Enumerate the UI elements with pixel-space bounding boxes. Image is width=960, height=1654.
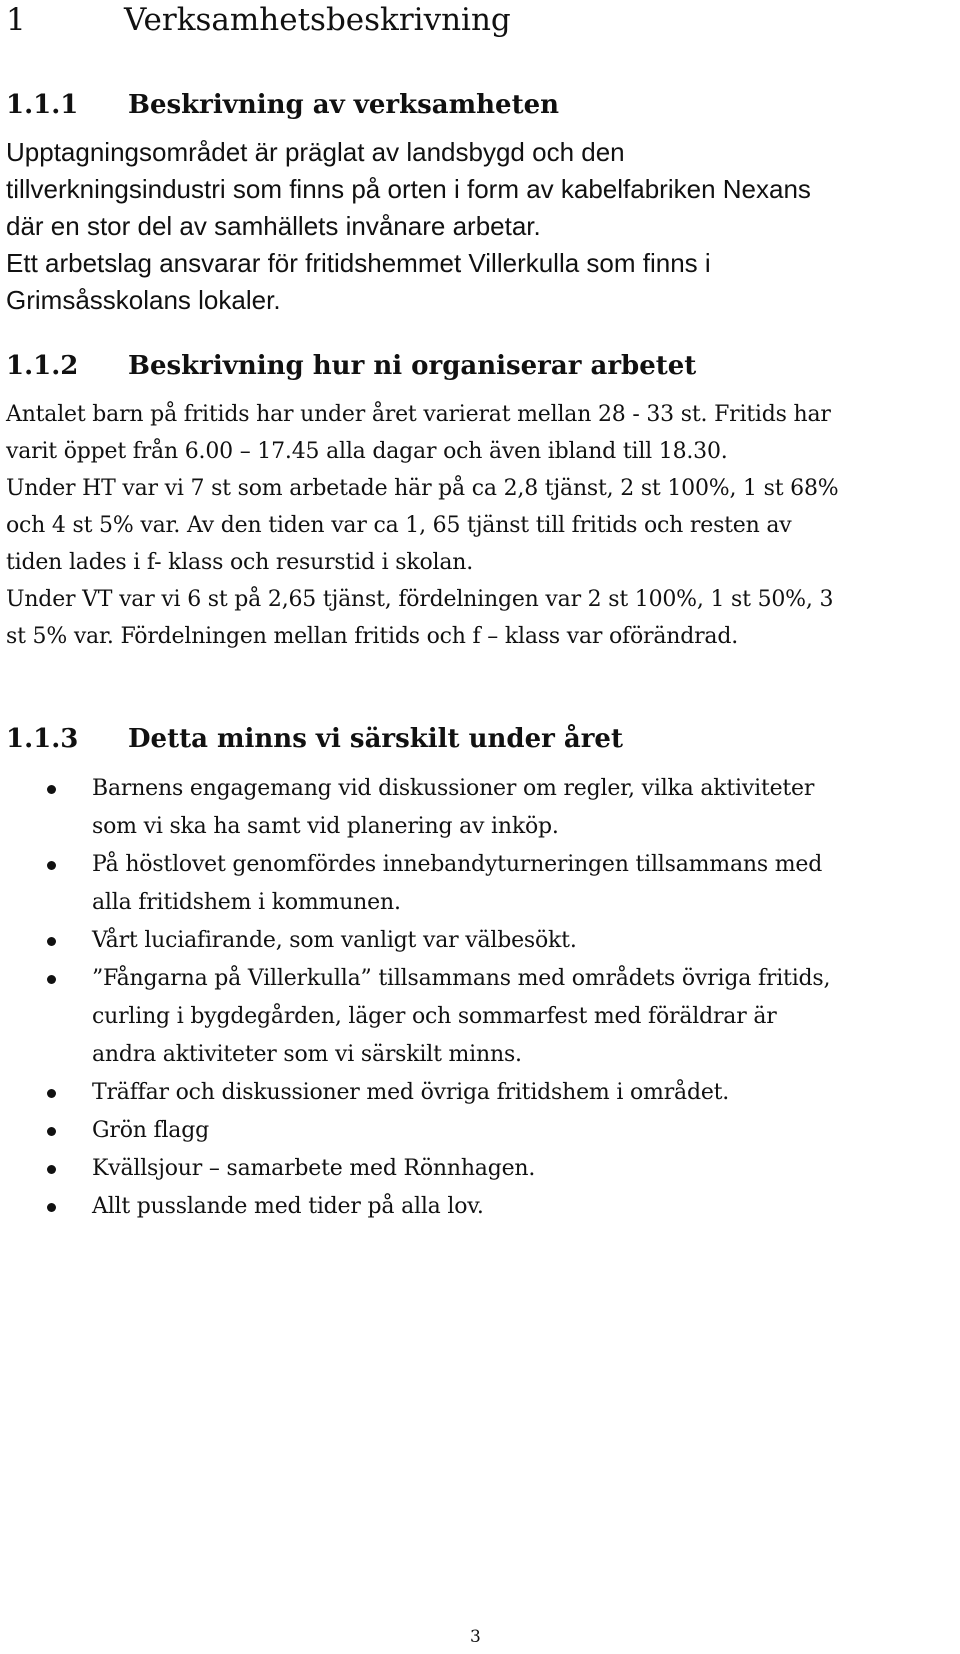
text-line: Upptagningsområdet är präglat av landsbygd och den — [6, 137, 625, 167]
section-title: Detta minns vi särskilt under året — [128, 724, 623, 754]
text-line: Under HT var vi 7 st som arbetade här på ca 2,8 tjänst, 2 st 100%, 1 st 68% — [6, 476, 839, 501]
text-line: Grimsåsskolans lokaler. — [6, 285, 281, 315]
text-line: Under VT var vi 6 st på 2,65 tjänst, fördelningen var 2 st 100%, 1 st 50%, 3 — [6, 587, 834, 612]
chapter-heading — [6, 0, 511, 40]
text-line: tillverkningsindustri som finns på orten i form av kabelfabriken Nexans — [6, 174, 811, 204]
text-line: Antalet barn på fritids har under året varierat mellan 28 - 33 st. Fritids har — [6, 402, 831, 427]
text-line: Kvällsjour – samarbete med Rönnhagen. — [92, 1156, 536, 1181]
bullet-icon — [47, 785, 56, 794]
list-item — [0, 922, 960, 960]
text-line: Träffar och diskussioner med övriga fritidshem i området. — [92, 1080, 730, 1105]
text-line: curling i bygdegården, läger och sommarfest med föräldrar är — [92, 1004, 777, 1029]
section-number: 1.1.1 — [6, 90, 79, 120]
bullet-icon — [47, 1089, 56, 1098]
text-line: varit öppet från 6.00 – 17.45 alla dagar och även ibland till 18.30. — [6, 439, 728, 464]
text-line: Vårt luciafirande, som vanligt var välbesökt. — [92, 928, 577, 953]
text-line: där en stor del av samhällets invånare arbetar. — [6, 211, 541, 241]
page-number: 3 — [470, 1627, 481, 1647]
list-item — [0, 1150, 960, 1188]
text-line: alla fritidshem i kommunen. — [92, 890, 401, 915]
bullet-icon — [47, 937, 56, 946]
text-line: som vi ska ha samt vid planering av inköp. — [92, 814, 559, 839]
list-item — [0, 1112, 960, 1150]
text-line: På höstlovet genomfördes innebandyturneringen tillsammans med — [92, 852, 823, 877]
list-item — [0, 846, 960, 922]
bullet-icon — [47, 1127, 56, 1136]
memories-list — [0, 770, 960, 1226]
bullet-icon — [47, 861, 56, 870]
section-heading-1-1-3 — [6, 722, 623, 756]
text-line: Barnens engagemang vid diskussioner om regler, vilka aktiviteter — [92, 776, 815, 801]
section-heading-1-1-2 — [6, 349, 696, 383]
chapter-number: 1 — [6, 2, 26, 38]
text-line: st 5% var. Fördelningen mellan fritids och f – klass var oförändrad. — [6, 624, 739, 649]
chapter-title: Verksamhetsbeskrivning — [124, 2, 511, 38]
section-title: Beskrivning hur ni organiserar arbetet — [128, 351, 697, 381]
section-title: Beskrivning av verksamheten — [128, 90, 560, 120]
list-item — [0, 1074, 960, 1112]
bullet-icon — [47, 1203, 56, 1212]
text-line: och 4 st 5% var. Av den tiden var ca 1, 65 tjänst till fritids och resten av — [6, 513, 792, 538]
bullet-icon — [47, 1165, 56, 1174]
section-number: 1.1.2 — [6, 351, 79, 381]
bullet-icon — [47, 975, 56, 984]
text-line: Allt pusslande med tider på alla lov. — [92, 1194, 484, 1219]
section-heading-1-1-1 — [6, 88, 559, 122]
list-item — [0, 1188, 960, 1226]
list-item — [0, 960, 960, 1074]
text-line: Ett arbetslag ansvarar för fritidshemmet Villerkulla som finns i — [6, 248, 711, 278]
text-line: Grön flagg — [92, 1118, 209, 1143]
text-line: ”Fångarna på Villerkulla” tillsammans med områdets övriga fritids, — [92, 966, 831, 991]
section-number: 1.1.3 — [6, 724, 79, 754]
text-line: andra aktiviteter som vi särskilt minns. — [92, 1042, 522, 1067]
list-item — [0, 770, 960, 846]
paragraph-verksamheten — [6, 134, 956, 319]
paragraph-organisation — [6, 396, 956, 655]
text-line: tiden lades i f- klass och resurstid i skolan. — [6, 550, 474, 575]
